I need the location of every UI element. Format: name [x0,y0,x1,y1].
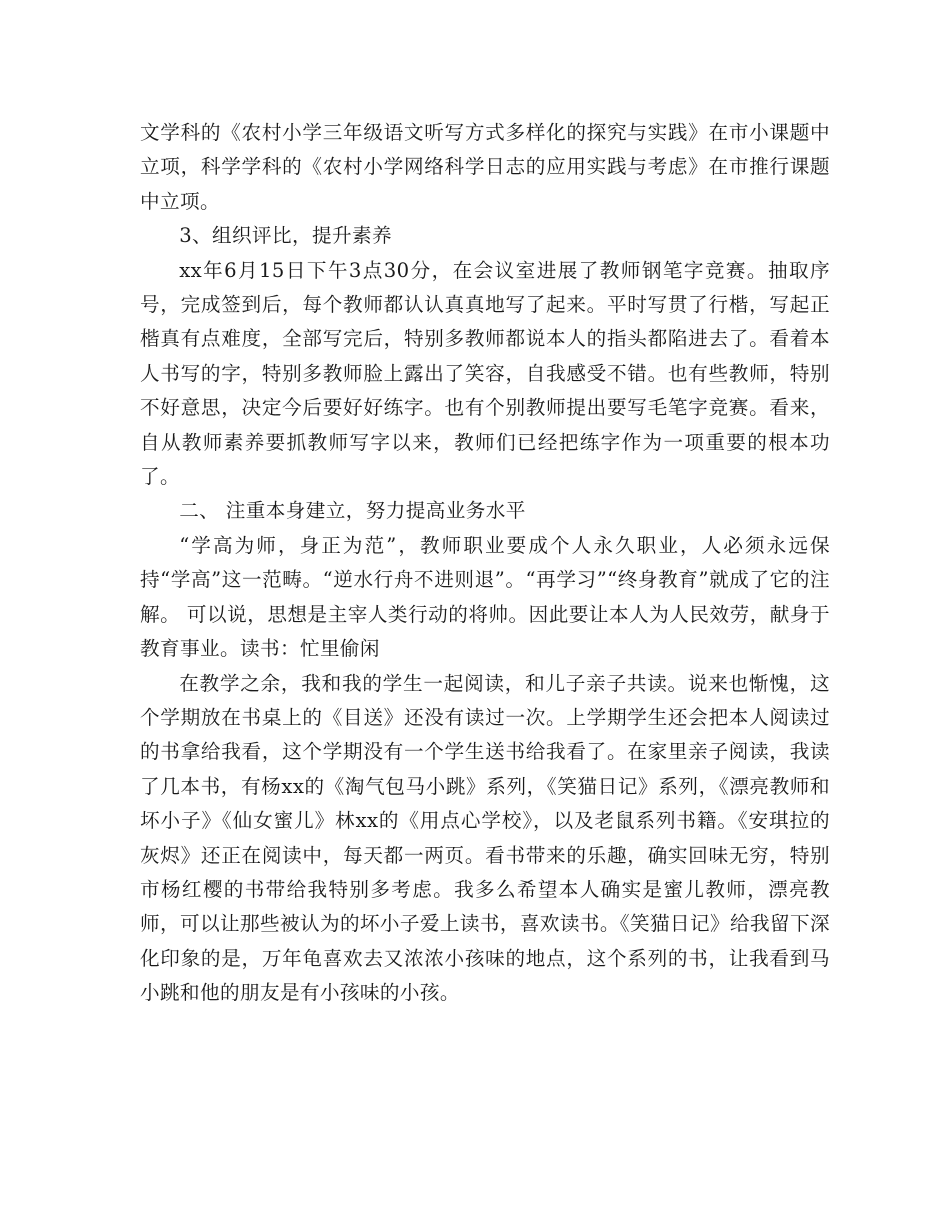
section-heading-3: 3、组织评比，提升素养 [179,224,392,248]
paragraph-4: 在教学之余，我和我的学生一起阅读，和儿子亲子共读。说来也惭愧，这个学期放在书桌上的《目送》还没有读过一次。上学期学生还会把本人阅读过的书拿给我看，这个学期没有一个学生送书给我看了。在家里亲子阅读，我读了几本书，有杨xx的《淘气包马小跳》系列，《笑猫日记》系列，《漂亮教师和坏小子》《仙女蜜儿》林xx的《用点心学校》，以及老鼠系列书籍。《安琪拉的灰烬》还正在阅读中，每天都一两页。看书带来的乐趣，确实回味无穷，特别市杨红樱的书带给我特别多考虑。我多么希望本人确实是蜜儿教师，漂亮教师，可以让那些被认为的坏小子爱上读书，喜欢读书。《笑猫日记》给我留下深化印象的是，万年龟喜欢去又浓浓小孩味的地点，这个系列的书，让我看到马小跳和他的朋友是有小孩味的小孩。 [140,671,830,1005]
paragraph-3: “学高为师，身正为范”，教师职业要成个人永久职业，人必须永远保持“学高”这一范畴。“逆水行舟不进则退”。“再学习”“终身教育”就成了它的注解。 可以说，思想是主宰人类行动的将帅。因此要让本人为人民效劳，献身于教育事业。读书：忙里偷闲 [140,533,830,661]
paragraph-1: 文学科的《农村小学三年级语文听写方式多样化的探究与实践》在市小课题中立项，科学学科的《农村小学网络科学日志的应用实践与考虑》在市推行课题中立项。 [140,121,830,213]
section-heading-2: 二、 注重本身建立，努力提高业务水平 [179,499,526,523]
paragraph-2: xx年6月15日下午3点30分，在会议室进展了教师钢笔字竞赛。抽取序号，完成签到后，每个教师都认认真真地写了起来。平时写贯了行楷，写起正楷真有点难度，全部写完后，特别多教师都说本人的指头都陷进去了。看着本人书写的字，特别多教师脸上露出了笑容，自我感受不错。也有些教师，特别不好意思，决定今后要好好练字。也有个别教师提出要写毛笔字竞赛。看来，自从教师素养要抓教师写字以来，教师们已经把练字作为一项重要的根本功了。 [140,258,830,489]
document-body [140,116,830,1011]
